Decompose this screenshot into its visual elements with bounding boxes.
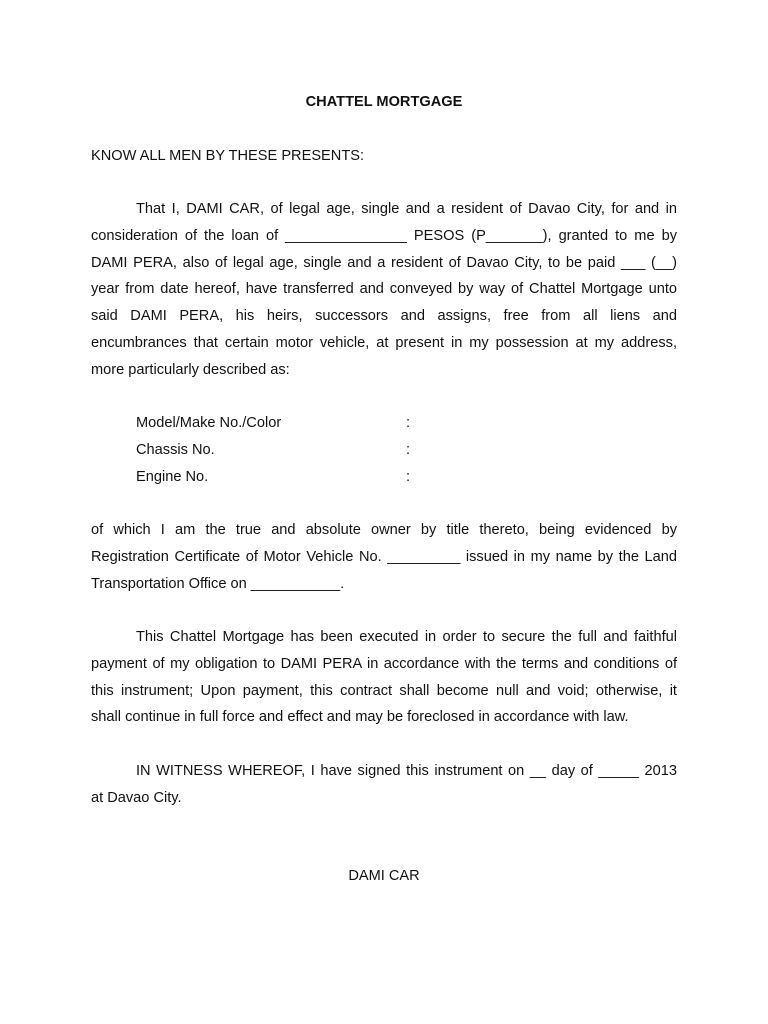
paragraph-line: encumbrances that certain motor vehicle, at present in my possession at my address,	[91, 334, 677, 351]
salutation: KNOW ALL MEN BY THESE PRESENTS:	[91, 148, 365, 164]
witness-paragraph	[91, 758, 677, 812]
detail-row-chassis	[136, 437, 436, 464]
paragraph-line: year from date hereof, have transferred and conveyed by way of Chattel Mortgage unto	[91, 281, 677, 298]
paragraph-line: shall continue in full force and effect and may be foreclosed in accordance with law.	[91, 709, 629, 726]
paragraph-line: That I, DAMI CAR, of legal age, single and a resident of Davao City, for and in	[136, 201, 677, 217]
paragraph-line: at Davao City.	[91, 789, 182, 806]
paragraph-line: Registration Certificate of Motor Vehicle No. _________ issued in my name by the Land	[91, 548, 677, 565]
document-title: CHATTEL MORTGAGE	[305, 94, 463, 110]
detail-separator: :	[406, 415, 411, 431]
paragraph-line: said DAMI PERA, his heirs, successors and assigns, free from all liens and	[91, 308, 677, 325]
signatory-name: DAMI CAR	[348, 868, 420, 884]
paragraph-line: consideration of the loan of _______________ PESOS (P_______), granted to me by	[91, 227, 677, 244]
paragraph-line: payment of my obligation to DAMI PERA in accordance with the terms and conditions of	[91, 655, 677, 672]
detail-label: Chassis No.	[136, 442, 215, 458]
paragraph-line: of which I am the true and absolute owner by title thereto, being evidenced by	[91, 522, 677, 538]
detail-row-engine	[136, 464, 436, 491]
paragraph-line: more particularly described as:	[91, 361, 290, 378]
ownership-paragraph	[91, 517, 677, 597]
detail-separator: :	[406, 469, 411, 485]
paragraph-line: IN WITNESS WHEREOF, I have signed this instrument on __ day of _____ 2013	[136, 763, 677, 779]
purpose-paragraph	[91, 624, 677, 731]
detail-label: Model/Make No./Color	[136, 415, 282, 431]
paragraph-line: This Chattel Mortgage has been executed in order to secure the full and faithful	[136, 629, 677, 645]
detail-row-model	[136, 410, 436, 437]
paragraph-line: Transportation Office on ___________.	[91, 575, 345, 592]
vehicle-details	[136, 410, 436, 491]
detail-label: Engine No.	[136, 469, 209, 485]
opening-paragraph	[91, 196, 677, 384]
paragraph-line: DAMI PERA, also of legal age, single and a resident of Davao City, to be paid ___ (__)	[91, 254, 677, 271]
detail-separator: :	[406, 442, 411, 458]
paragraph-line: this instrument; Upon payment, this contract shall become null and void; otherwise, it	[91, 682, 677, 699]
